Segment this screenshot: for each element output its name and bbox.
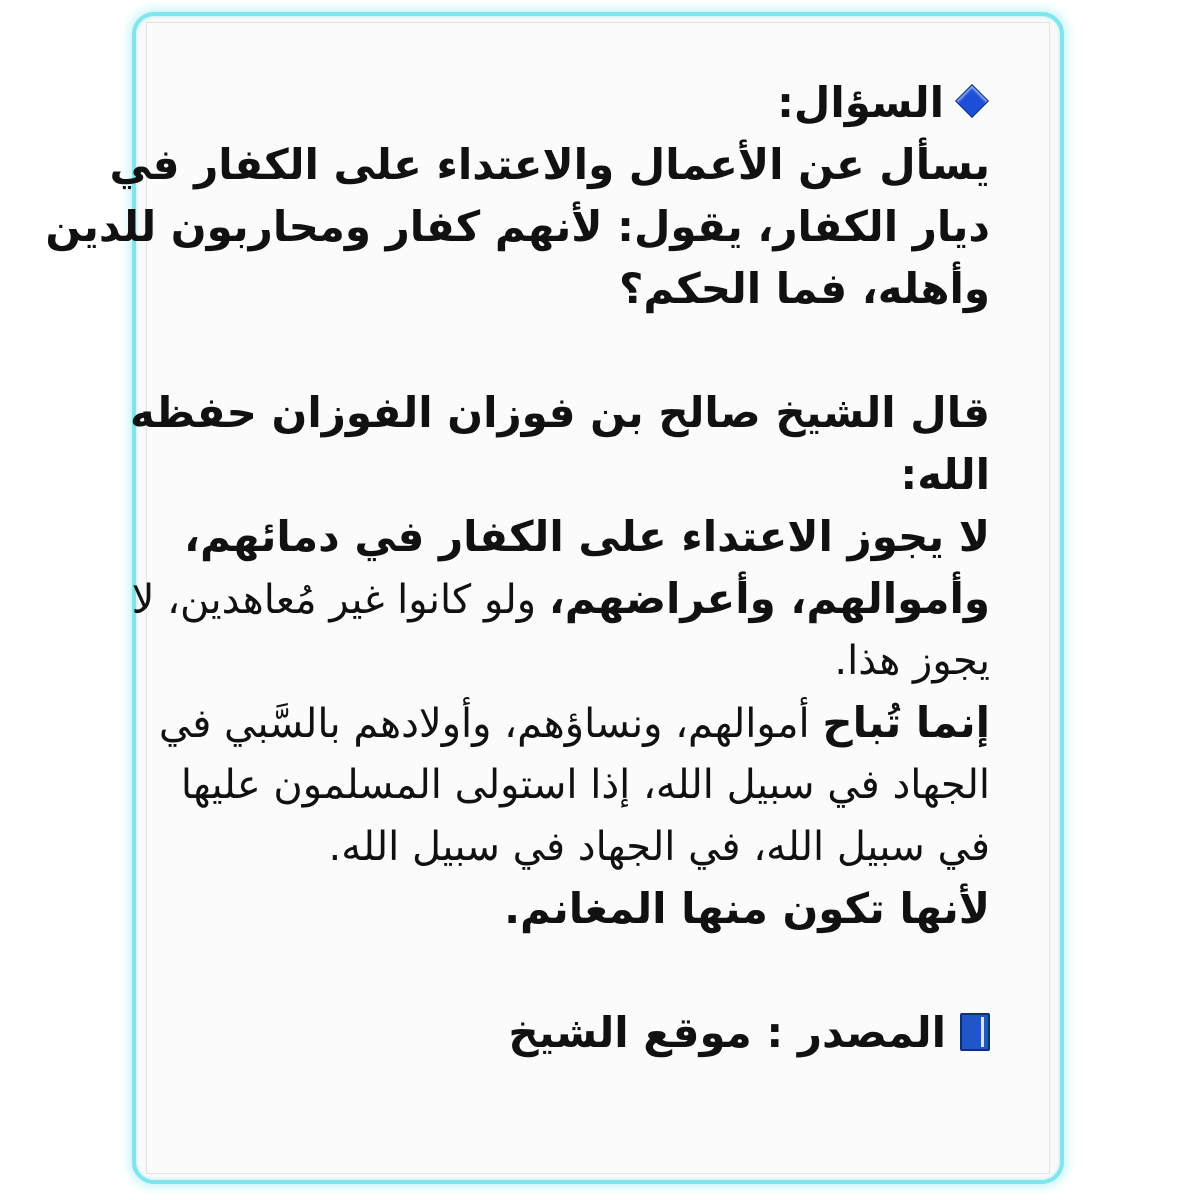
- answer-p2-line-1: إنما تُباح أموالهم، ونساؤهم، وأولادهم بالسَّبي في: [158, 698, 990, 747]
- question-line-2: ديار الكفار، يقول: لأنهم كفار ومحاربون للدين: [45, 202, 990, 251]
- blue-diamond-icon: [955, 84, 989, 118]
- answer-p1-line-2: وأموالهم، وأعراضهم، ولو كانوا غير مُعاهدين، لا: [131, 574, 990, 623]
- answer-p2-line-3: في سبيل الله، في الجهاد في سبيل الله.: [328, 824, 990, 870]
- blue-book-icon: [960, 1013, 990, 1051]
- answer-p1-line-1: لا يجوز الاعتداء على الكفار في دمائهم،: [184, 512, 990, 561]
- question-heading: السؤال:: [196, 72, 990, 134]
- spacer: [196, 320, 990, 382]
- source-line: المصدر : موقع الشيخ: [196, 1002, 990, 1064]
- answer-p3-line-1: لأنها تكون منها المغانم.: [504, 884, 990, 933]
- question-line-3: وأهله، فما الحكم؟: [618, 264, 990, 313]
- answer-intro-1: قال الشيخ صالح بن فوزان الفوزان حفظه: [129, 388, 990, 437]
- answer-intro-2: الله:: [900, 450, 990, 499]
- answer-p2-line-2: الجهاد في سبيل الله، إذا استولى المسلمون عليها: [180, 762, 990, 808]
- answer-p1-line-3: يجوز هذا.: [834, 638, 990, 684]
- question-line-1: يسأل عن الأعمال والاعتداء على الكفار في: [109, 140, 990, 189]
- spacer: [196, 940, 990, 1002]
- fatwa-text: [45, 72, 990, 1064]
